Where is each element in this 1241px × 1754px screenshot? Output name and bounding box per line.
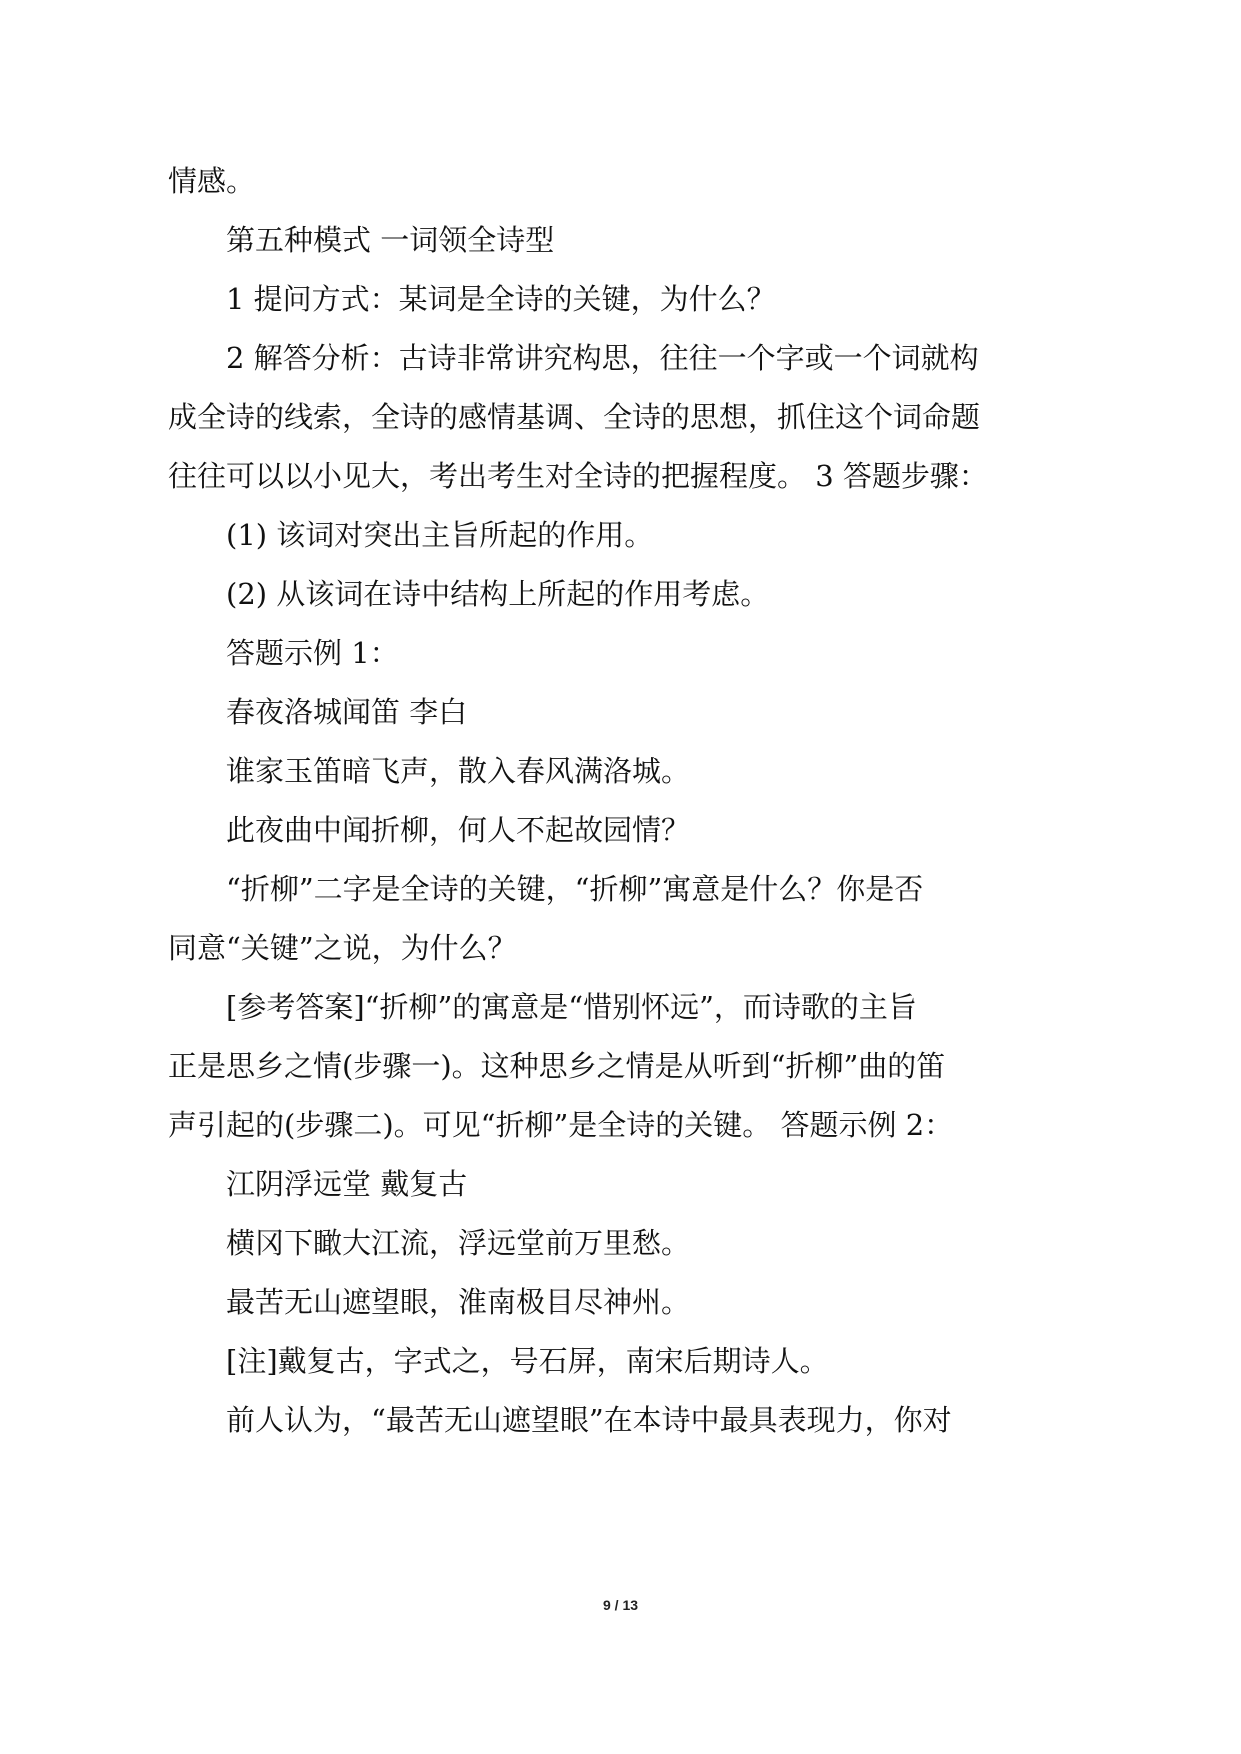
- poem-line: 谁家玉笛暗飞声，散入春风满洛城。: [226, 754, 691, 788]
- text-line: [参考答案]“折柳”的寓意是“惜别怀远”，而诗歌的主旨: [226, 990, 917, 1024]
- text-line: 正是思乡之情(步骤一)。这种思乡之情是从听到“折柳”曲的笛: [168, 1049, 946, 1083]
- text-line: 声引起的(步骤二)。可见“折柳”是全诗的关键。 答题示例 2：: [168, 1108, 954, 1142]
- text-line: 答题示例 1：: [226, 636, 399, 670]
- text-line: 前人认为，“最苦无山遮望眼”在本诗中最具表现力，你对: [226, 1403, 952, 1437]
- text-line: 往往可以以小见大，考出考生对全诗的把握程度。 3 答题步骤：: [168, 459, 988, 493]
- text-line: 情感。: [168, 164, 256, 198]
- text-line: “折柳”二字是全诗的关键，“折柳”寓意是什么？你是否: [226, 872, 924, 906]
- text-line: 1 提问方式：某词是全诗的关键，为什么？: [226, 282, 776, 316]
- section-heading: 第五种模式 一词领全诗型: [226, 223, 555, 257]
- text-line: 成全诗的线索，全诗的感情基调、全诗的思想，抓住这个词命题: [168, 400, 981, 434]
- text-line: [注]戴复古，字式之，号石屏，南宋后期诗人。: [226, 1344, 829, 1378]
- page-number: 9 / 13: [602, 1597, 639, 1613]
- poem-title: 江阴浮远堂 戴复古: [226, 1167, 468, 1201]
- poem-line: 此夜曲中闻折柳，何人不起故园情？: [226, 813, 691, 847]
- poem-title: 春夜洛城闻笛 李白: [226, 695, 468, 729]
- text-line: (2) 从该词在诗中结构上所起的作用考虑。: [226, 577, 770, 611]
- text-line: (1) 该词对突出主旨所起的作用。: [226, 518, 654, 552]
- text-line: 2 解答分析：古诗非常讲究构思，往往一个字或一个词就构: [226, 341, 979, 375]
- poem-line: 横冈下瞰大江流，浮远堂前万里愁。: [226, 1226, 691, 1260]
- poem-line: 最苦无山遮望眼，淮南极目尽神州。: [226, 1285, 691, 1319]
- text-line: 同意“关键”之说，为什么？: [168, 931, 517, 965]
